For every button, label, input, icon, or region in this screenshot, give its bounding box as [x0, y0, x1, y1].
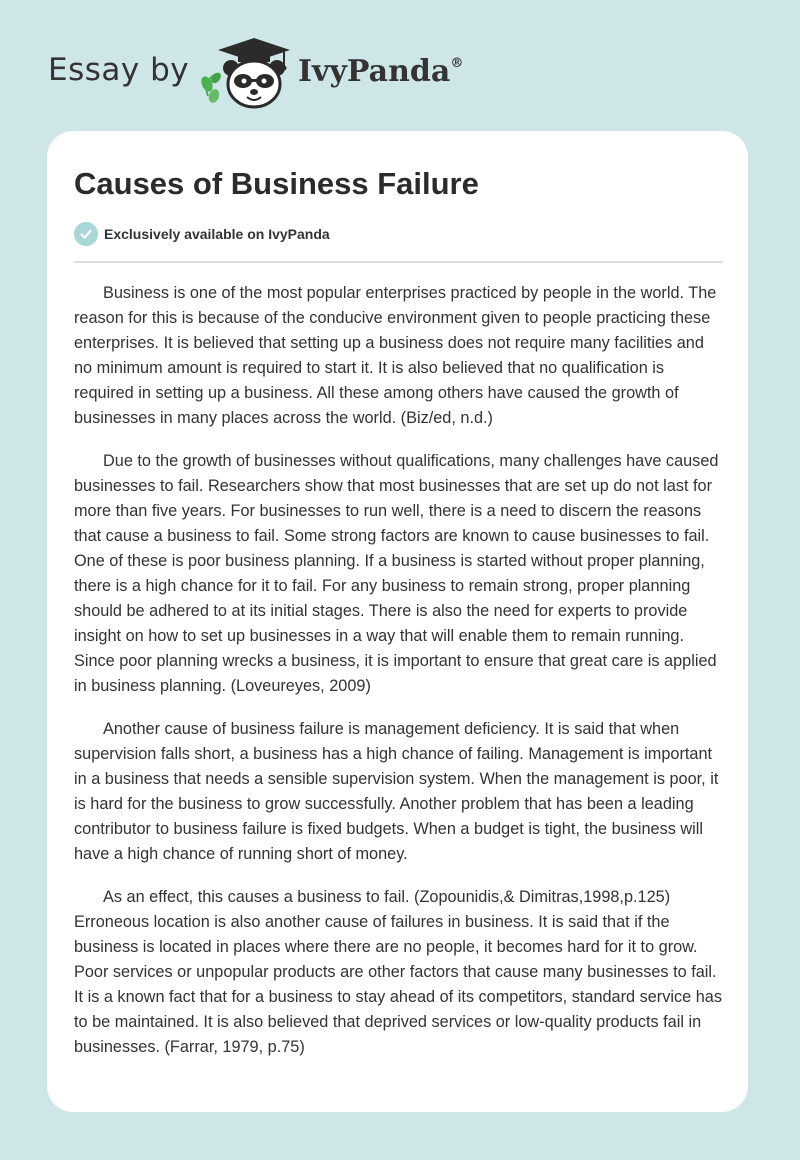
paragraph: Due to the growth of businesses without qualifications, many challenges have caused businesses to fail. Researchers show that most businesses that are set up do not last for more than five years. For businesses to run well, there is a need to discern the reasons that cause a business to fail. Some strong factors are known to cause businesses to fail. One of these is poor business planning. If a business is started without proper planning, there is a high chance for it to fail. For any business to remain strong, proper planning should be adhered to at its initial stages. There is also the need for experts to provide insight on how to set up businesses in a way that will enable them to remain running. Since poor planning wrecks a business, it is important to ensure that great care is applied in business planning. (Loveureyes, 2009) — [74, 452, 719, 695]
article-card — [47, 131, 748, 1112]
registered-mark: ® — [450, 56, 464, 71]
brand-name: IvyPanda — [298, 54, 451, 89]
page-title: Causes of Business Failure — [74, 166, 479, 201]
paragraph: As an effect, this causes a business to fail. (Zopounidis,& Dimitras,1998,p.125) Erroneous location is also another cause of failures in business. It is said that if the business is located in places where there are no people, it becomes hard for it to grow. Poor services or unpopular products are other factors that cause many businesses to fail. It is a known fact that for a business to stay ahead of its competitors, standard service has to be maintained. It is also believed that deprived services or low-quality products fail in businesses. (Farrar, 1979, p.75) — [74, 888, 722, 1056]
divider — [74, 261, 723, 263]
exclusive-badge-text: Exclusively available on IvyPanda — [104, 226, 330, 242]
article-body — [74, 281, 724, 1078]
exclusive-badge — [74, 222, 330, 246]
panda-graduate-icon[interactable] — [198, 34, 294, 110]
check-circle-icon — [74, 222, 98, 246]
paragraph: Another cause of business failure is management deficiency. It is said that when supervision falls short, a business has a high chance of failing. Management is important in a business that needs a sensible supervision system. When the management is poor, it is hard for the business to grow successfully. Another problem that has been a leading contributor to business failure is fixed budgets. When a budget is tight, the business will have a high chance of running short of money. — [74, 720, 719, 863]
essay-by-label: Essay by — [48, 52, 190, 88]
paragraph: Business is one of the most popular enterprises practiced by people in the world. The reason for this is because of the conducive environment given to people practicing these enterprises. It is believed that setting up a business does not require many facilities and no minimum amount is required to start it. It is also believed that no qualification is required in setting up a business. All these among others have caused the growth of businesses in many places across the world. (Biz/ed, n.d.) — [74, 284, 717, 427]
site-header — [48, 32, 748, 112]
brand-logo-text[interactable] — [298, 54, 463, 89]
